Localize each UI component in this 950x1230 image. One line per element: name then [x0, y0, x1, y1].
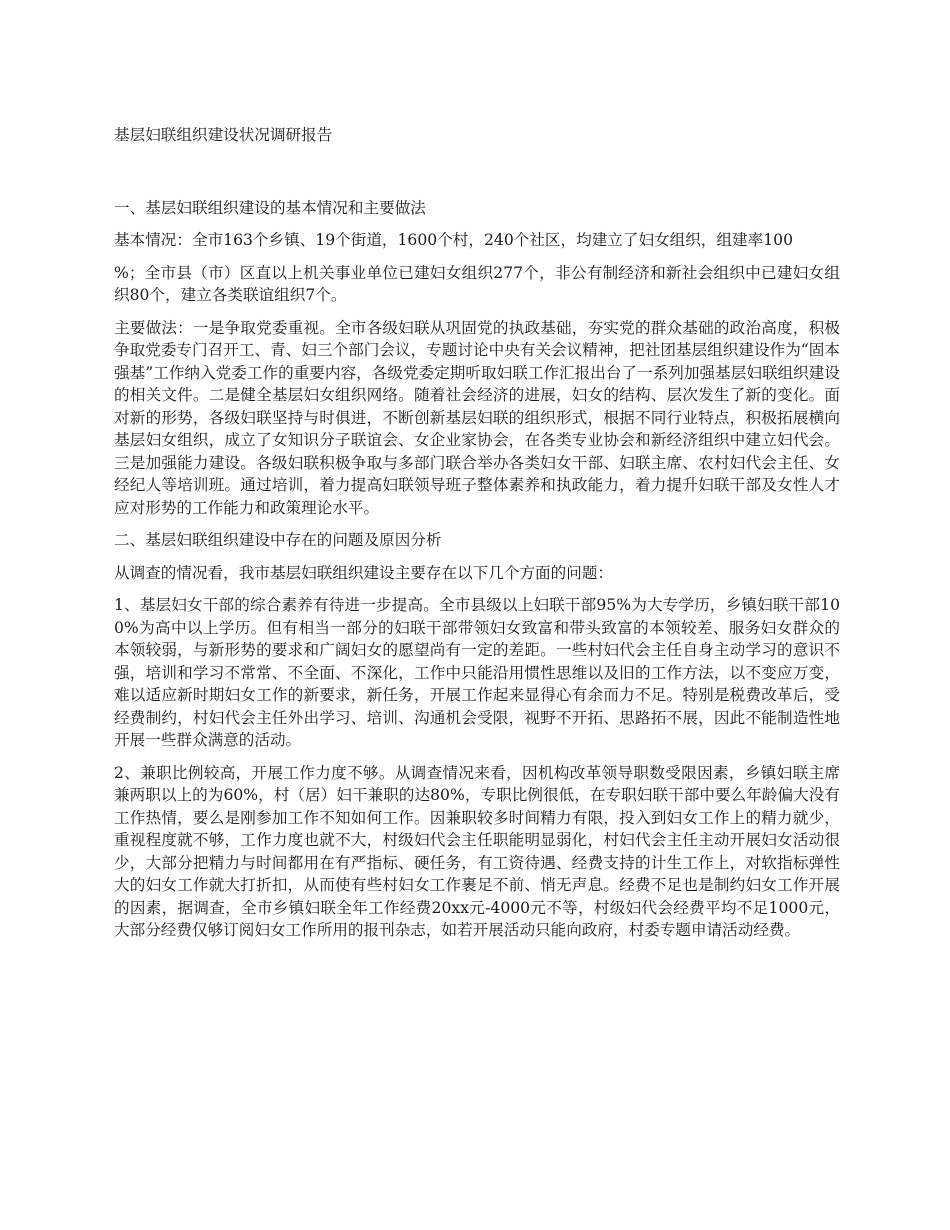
paragraph-problem-2: 2、兼职比例较高，开展工作力度不够。从调查情况来看，因机构改革领导职数受限因素，乡镇妇联主席兼两职以上的为60%，村（居）妇干兼职的达80%，专职比例很低，在专职妇联干部中要么年龄偏大没有工作热情，要么是刚参加工作不知如何工作。因兼职较多时间精力有限，投入到妇女工作上的精力就少，重视程度就不够，工作力度也就不大，村级妇代会主任职能明显弱化，村妇代会主任主动开展妇女活动很少，大部分把精力与时间都用在有严指标、硬任务，有工资待遇、经费支持的计生工作上，对软指标弹性大的妇女工作就大打折扣，从而使有些村妇女工作裹足不前、悄无声息。经费不足也是制约妇女工作开展的因素，据调查，全市乡镇妇联全年工作经费20xx元-4000元不等，村级妇代会经费平均不足1000元，大部分经费仅够订阅妇女工作所用的报刊杂志，如若开展活动只能向政府，村委专题申请活动经费。: [114, 763, 840, 939]
paragraph-basic-situation-cont: %；全市县（市）区直以上机关事业单位已建妇女组织277个，非公有制经济和新社会组织中已建妇女组织80个，建立各类联谊组织7个。: [114, 263, 840, 304]
section-heading-1: 一、基层妇联组织建设的基本情况和主要做法: [114, 198, 426, 217]
paragraph-main-practices: 主要做法：一是争取党委重视。全市各级妇联从巩固党的执政基础，夯实党的群众基础的政治高度，积极争取党委专门召开工、青、妇三个部门会议，专题讨论中央有关会议精神，把社团基层组织建设作为“固本强基”工作纳入党委工作的重要内容，各级党委定期听取妇联工作汇报出台了一系列加强基层妇联组织建设的相关文件。二是健全基层妇女组织网络。随着社会经济的进展，妇女的结构、层次发生了新的变化。面对新的形势，各级妇联坚持与时俱进，不断创新基层妇联的组织形式，根据不同行业特点，积极拓展横向基层妇女组织，成立了女知识分子联谊会、女企业家协会，在各类专业协会和新经济组织中建立妇代会。三是加强能力建设。各级妇联积极争取与多部门联合举办各类妇女干部、妇联主席、农村妇代会主任、女经纪人等培训班。通过培训，着力提高妇联领导班子整体素养和执政能力，着力提升妇联干部及女性人才应对形势的工作能力和政策理论水平。: [114, 318, 840, 517]
paragraph-survey-intro: 从调查的情况看，我市基层妇联组织建设主要存在以下几个方面的问题：: [114, 563, 614, 582]
paragraph-problem-1: 1、基层妇女干部的综合素养有待进一步提高。全市县级以上妇联干部95%为大专学历，乡镇妇联干部100%为高中以上学历。但有相当一部分的妇联干部带领妇女致富和带头致富的本领较差、服务妇女群众的本领较弱，与新形势的要求和广阔妇女的愿望尚有一定的差距。一些村妇代会主任自身主动学习的意识不强，培训和学习不常常、不全面、不深化，工作中只能沿用惯性思维以及旧的工作方法，以不变应万变，难以适应新时期妇女工作的新要求，新任务，开展工作起来显得心有余而力不足。特别是税费改革后，受经费制约，村妇代会主任外出学习、培训、沟通机会受限，视野不开拓、思路拓不展，因此不能制造性地开展一些群众满意的活动。: [114, 596, 840, 749]
document-page: [114, 124, 840, 952]
paragraph-basic-situation: 基本情况：全市163个乡镇、19个街道，1600个村，240个社区，均建立了妇女组织，组建率100: [114, 231, 794, 249]
section-heading-2: 二、基层妇联组织建设中存在的问题及原因分析: [114, 531, 442, 549]
document-title: 基层妇联组织建设状况调研报告: [114, 126, 333, 144]
